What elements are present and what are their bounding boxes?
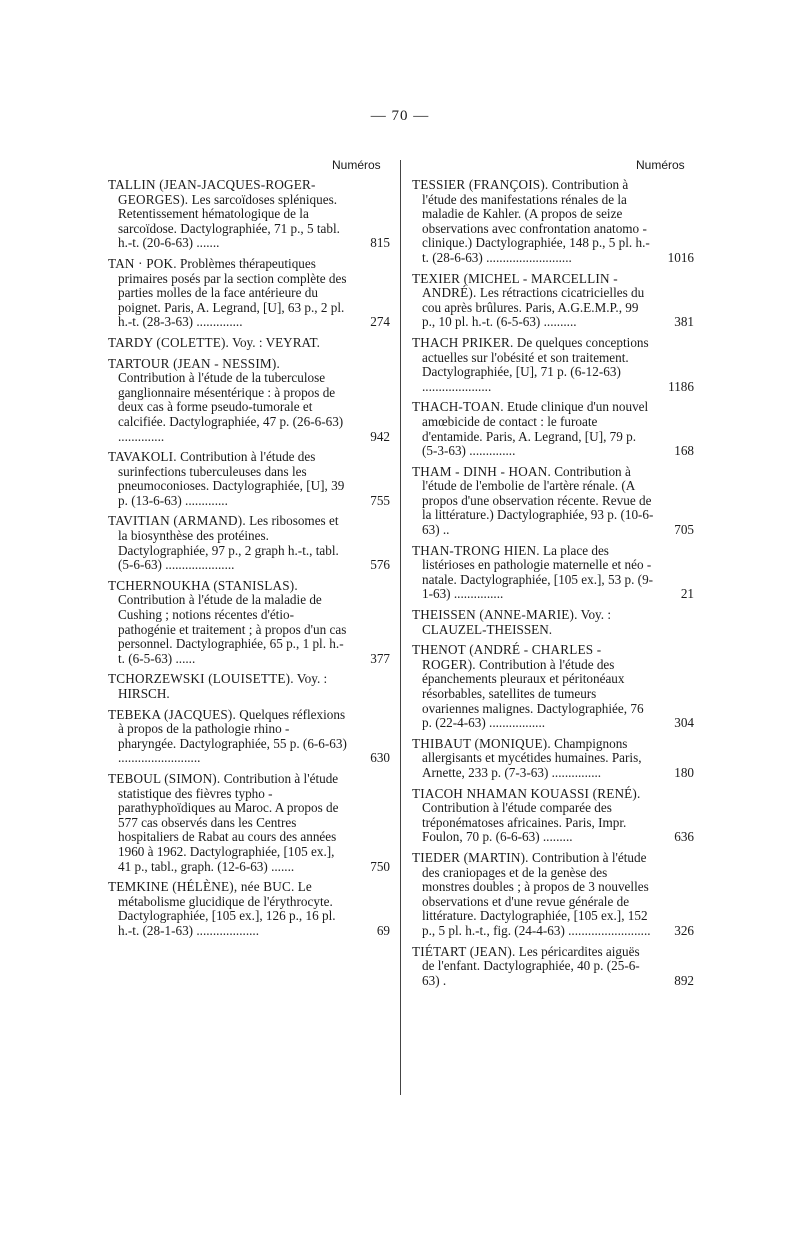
bibliography-entry [412, 336, 694, 394]
entry-description: Voy. : HIRSCH. [118, 671, 328, 701]
entry-description: Problèmes thérapeutiques primaires posés par la section complète des parties molles de la face antérieure du poignet. Paris, A. Legrand, [U], 63 p., 2 pl. h.-t. (28-3-63) .............. [118, 255, 347, 330]
entry-author: TEXIER (MICHEL - MARCELLIN - ANDRÉ). [412, 270, 618, 301]
entry-number: 304 [674, 715, 694, 731]
entry-number: 1016 [667, 249, 694, 265]
entry-author: TIÉTART (JEAN). [412, 943, 516, 959]
entry-description: Contribution à l'étude de la tuberculose ganglionnaire mésentérique : à propos de deux cas à forme pseudo-tumorale et calcifiée. Dactylographiée, 47 p. (26-6-63) .............. [118, 370, 344, 444]
bibliography-entry [412, 608, 694, 637]
bibliography-entry [108, 772, 390, 874]
bibliography-entry [108, 357, 390, 445]
entry-description: Les sarcoïdoses spléniques. Retentissement hématologique de la sarcoïdose. Dactylographiée, 71 p., 5 tabl. h.-t. (20-6-63) ....... [118, 191, 340, 251]
entry-number: 750 [370, 858, 390, 874]
entry-author: TAVITIAN (ARMAND). [108, 513, 246, 529]
bibliography-entry [108, 708, 390, 766]
page-number: — 70 — [370, 108, 430, 124]
entry-author: THACH PRIKER. [412, 334, 514, 350]
entry-number: 377 [370, 650, 390, 666]
entry-author: TARTOUR (JEAN - NESSIM). [108, 355, 280, 371]
entry-author: THACH-TOAN. [412, 399, 504, 415]
bibliography-entry [412, 643, 694, 731]
column-header-right: Numéros [636, 158, 685, 172]
entry-number: 381 [674, 314, 694, 330]
entry-description: Voy. : VEYRAT. [232, 334, 320, 350]
entry-author: TAVAKOLI. [108, 449, 177, 465]
entry-author: TEMKINE (HÉLÈNE), née BUC. [108, 879, 295, 895]
entry-number: 892 [674, 972, 694, 988]
entry-author: TARDY (COLETTE). [108, 334, 230, 350]
entry-number: 69 [376, 922, 390, 938]
entry-author: THIBAUT (MONIQUE). [412, 735, 551, 751]
entry-author: THAN-TRONG HIEN. [412, 542, 540, 558]
entry-description: Contribution à l'étude des craniopages et de la genèse des monstres doubles ; à propos de 3 nouvelles observations et d'une revue générale de littérature. Dactylographiée, [105 ex.], 152 p., 5 pl. h.-t., fig. (24-4-63) ......................... [422, 849, 651, 938]
entry-description: Le métabolisme glucidique de l'érythrocyte. Dactylographiée, [105 ex.], 126 p., 16 pl. h.-t. (28-1-63) ................... [118, 879, 336, 938]
entry-description: De quelques conceptions actuelles sur l'obésité et son traitement. Dactylographiée, [U], 71 p. (6-12-63) ..................... [422, 334, 649, 394]
entry-description: Contribution à l'étude de l'embolie de l'artère rénale. (A propos d'une observation récente. Revue de la littérature.) Dactylographiée, 93 p. (10-6-63) .. [422, 463, 654, 538]
entry-author: THAM - DINH - HOAN. [412, 463, 551, 479]
bibliography-entry [108, 336, 390, 351]
entry-author: TCHORZEWSKI (LOUISETTE). [108, 671, 294, 687]
entry-author: TCHERNOUKHA (STANISLAS). [108, 577, 298, 593]
left-column [108, 178, 390, 945]
bibliography-entry [108, 672, 390, 701]
bibliography-entry [412, 544, 694, 602]
bibliography-entry [108, 880, 390, 938]
entry-author: TALLIN (JEAN-JACQUES-ROGER-GEORGES). [108, 177, 316, 207]
entry-description: Etude clinique d'un nouvel amœbicide de contact : le furoate d'entamide. Paris, A. Legrand, [U], 79 p. (5-3-63) .............. [422, 399, 649, 459]
bibliography-entry [108, 178, 390, 251]
entry-description: Champignons allergisants et mycétides humaines. Paris, Arnette, 233 p. (7-3-63) ............... [422, 735, 642, 780]
bibliography-entry [412, 787, 694, 845]
entry-description: Quelques réflexions à propos de la pathologie rhino - pharyngée. Dactylographiée, 55 p. (6-6-63) ......................... [118, 706, 347, 766]
bibliography-entry [108, 579, 390, 667]
entry-number: 815 [370, 235, 390, 251]
entry-number: 576 [370, 557, 390, 573]
column-header-left: Numéros [332, 158, 381, 172]
entry-description: Contribution à l'étude de la maladie de Cushing ; notions récentes d'étio-pathogénie et traitement ; à propos d'un cas personnel. Dactylographiée, 65 p., 1 pl. h.-t. (6-5-63) ...... [118, 592, 347, 666]
entry-description: Contribution à l'étude des épanchements pleuraux et péritonéaux résorbables, satellites de tumeurs ovariennes malignes. Dactylographiée, 76 p. (22-4-63) ................. [422, 656, 644, 731]
entry-description: La place des listérioses en pathologie maternelle et néo - natale. Dactylographiée, [105 ex.], 53 p. (9-1-63) ............... [422, 542, 654, 602]
bibliography-entry [108, 450, 390, 508]
entry-author: TAN · POK. [108, 255, 177, 271]
bibliography-entry [412, 851, 694, 939]
bibliography-entry [108, 514, 390, 572]
entry-number: 942 [370, 428, 390, 444]
bibliography-entry [412, 737, 694, 781]
entry-description: Contribution à l'étude comparée des tréponématoses africaines. Paris, Impr. Foulon, 70 p. (6-6-63) ......... [422, 800, 627, 845]
entry-number: 274 [370, 314, 390, 330]
entry-number: 168 [674, 443, 694, 459]
entry-description: Contribution à l'étude des manifestations rénales de la maladie de Kahler. (A propos de seize observations avec confrontation anatomo - clinique.) Dactylographiée, 148 p., 5 pl. h.-t. (28-6-63) .......................... [422, 177, 650, 265]
entry-author: TIACOH NHAMAN KOUASSI (RENÉ). [412, 785, 641, 801]
entry-number: 326 [674, 922, 694, 938]
entry-author: TESSIER (FRANÇOIS). [412, 177, 549, 192]
entry-description: Contribution à l'étude des surinfections tuberculeuses dans les pneumoconioses. Dactylographiée, [U], 39 p. (13-6-63) ............. [118, 449, 345, 508]
entry-description: Les rétractions cicatricielles du cou après brûlures. Paris, A.G.E.M.P., 99 p., 10 pl. h.-t. (6-5-63) .......... [422, 285, 645, 330]
entry-number: 1186 [668, 378, 694, 394]
entry-number: 636 [674, 829, 694, 845]
entry-description: Contribution à l'étude statistique des fièvres typho - parathyphoïdiques au Maroc. A propos de 577 cas observés dans les Centres hospitaliers de Rabat au cours des années 1960 à 1962. Dactylographiée, [105 ex.], 41 p., tabl., graph. (12-6-63) ....... [118, 770, 339, 874]
bibliography-entry [412, 178, 694, 266]
entry-description: Les péricardites aiguës de l'enfant. Dactylographiée, 40 p. (25-6-63) . [422, 943, 640, 988]
entry-number: 180 [674, 764, 694, 780]
bibliography-entry [412, 400, 694, 458]
bibliography-entry [412, 465, 694, 538]
entry-author: TEBEKA (JACQUES). [108, 706, 236, 722]
entry-description: Voy. : CLAUZEL-THEISSEN. [422, 607, 612, 637]
entry-number: 705 [674, 522, 694, 538]
entry-author: TIEDER (MARTIN). [412, 849, 529, 865]
right-column [412, 178, 694, 994]
column-divider [400, 160, 401, 1095]
entry-number: 755 [370, 492, 390, 508]
entry-author: THEISSEN (ANNE-MARIE). [412, 607, 578, 623]
bibliography-entry [108, 257, 390, 330]
entry-description: Les ribosomes et la biosynthèse des protéines. Dactylographiée, 97 p., 2 graph h.-t., tabl. (5-6-63) ..................... [118, 513, 339, 573]
entry-author: THENOT (ANDRÉ - CHARLES - ROGER). [412, 642, 602, 672]
entry-number: 630 [370, 750, 390, 766]
bibliography-entry [412, 945, 694, 989]
entry-number: 21 [680, 586, 694, 602]
bibliography-entry [412, 272, 694, 330]
entry-author: TEBOUL (SIMON). [108, 770, 221, 786]
